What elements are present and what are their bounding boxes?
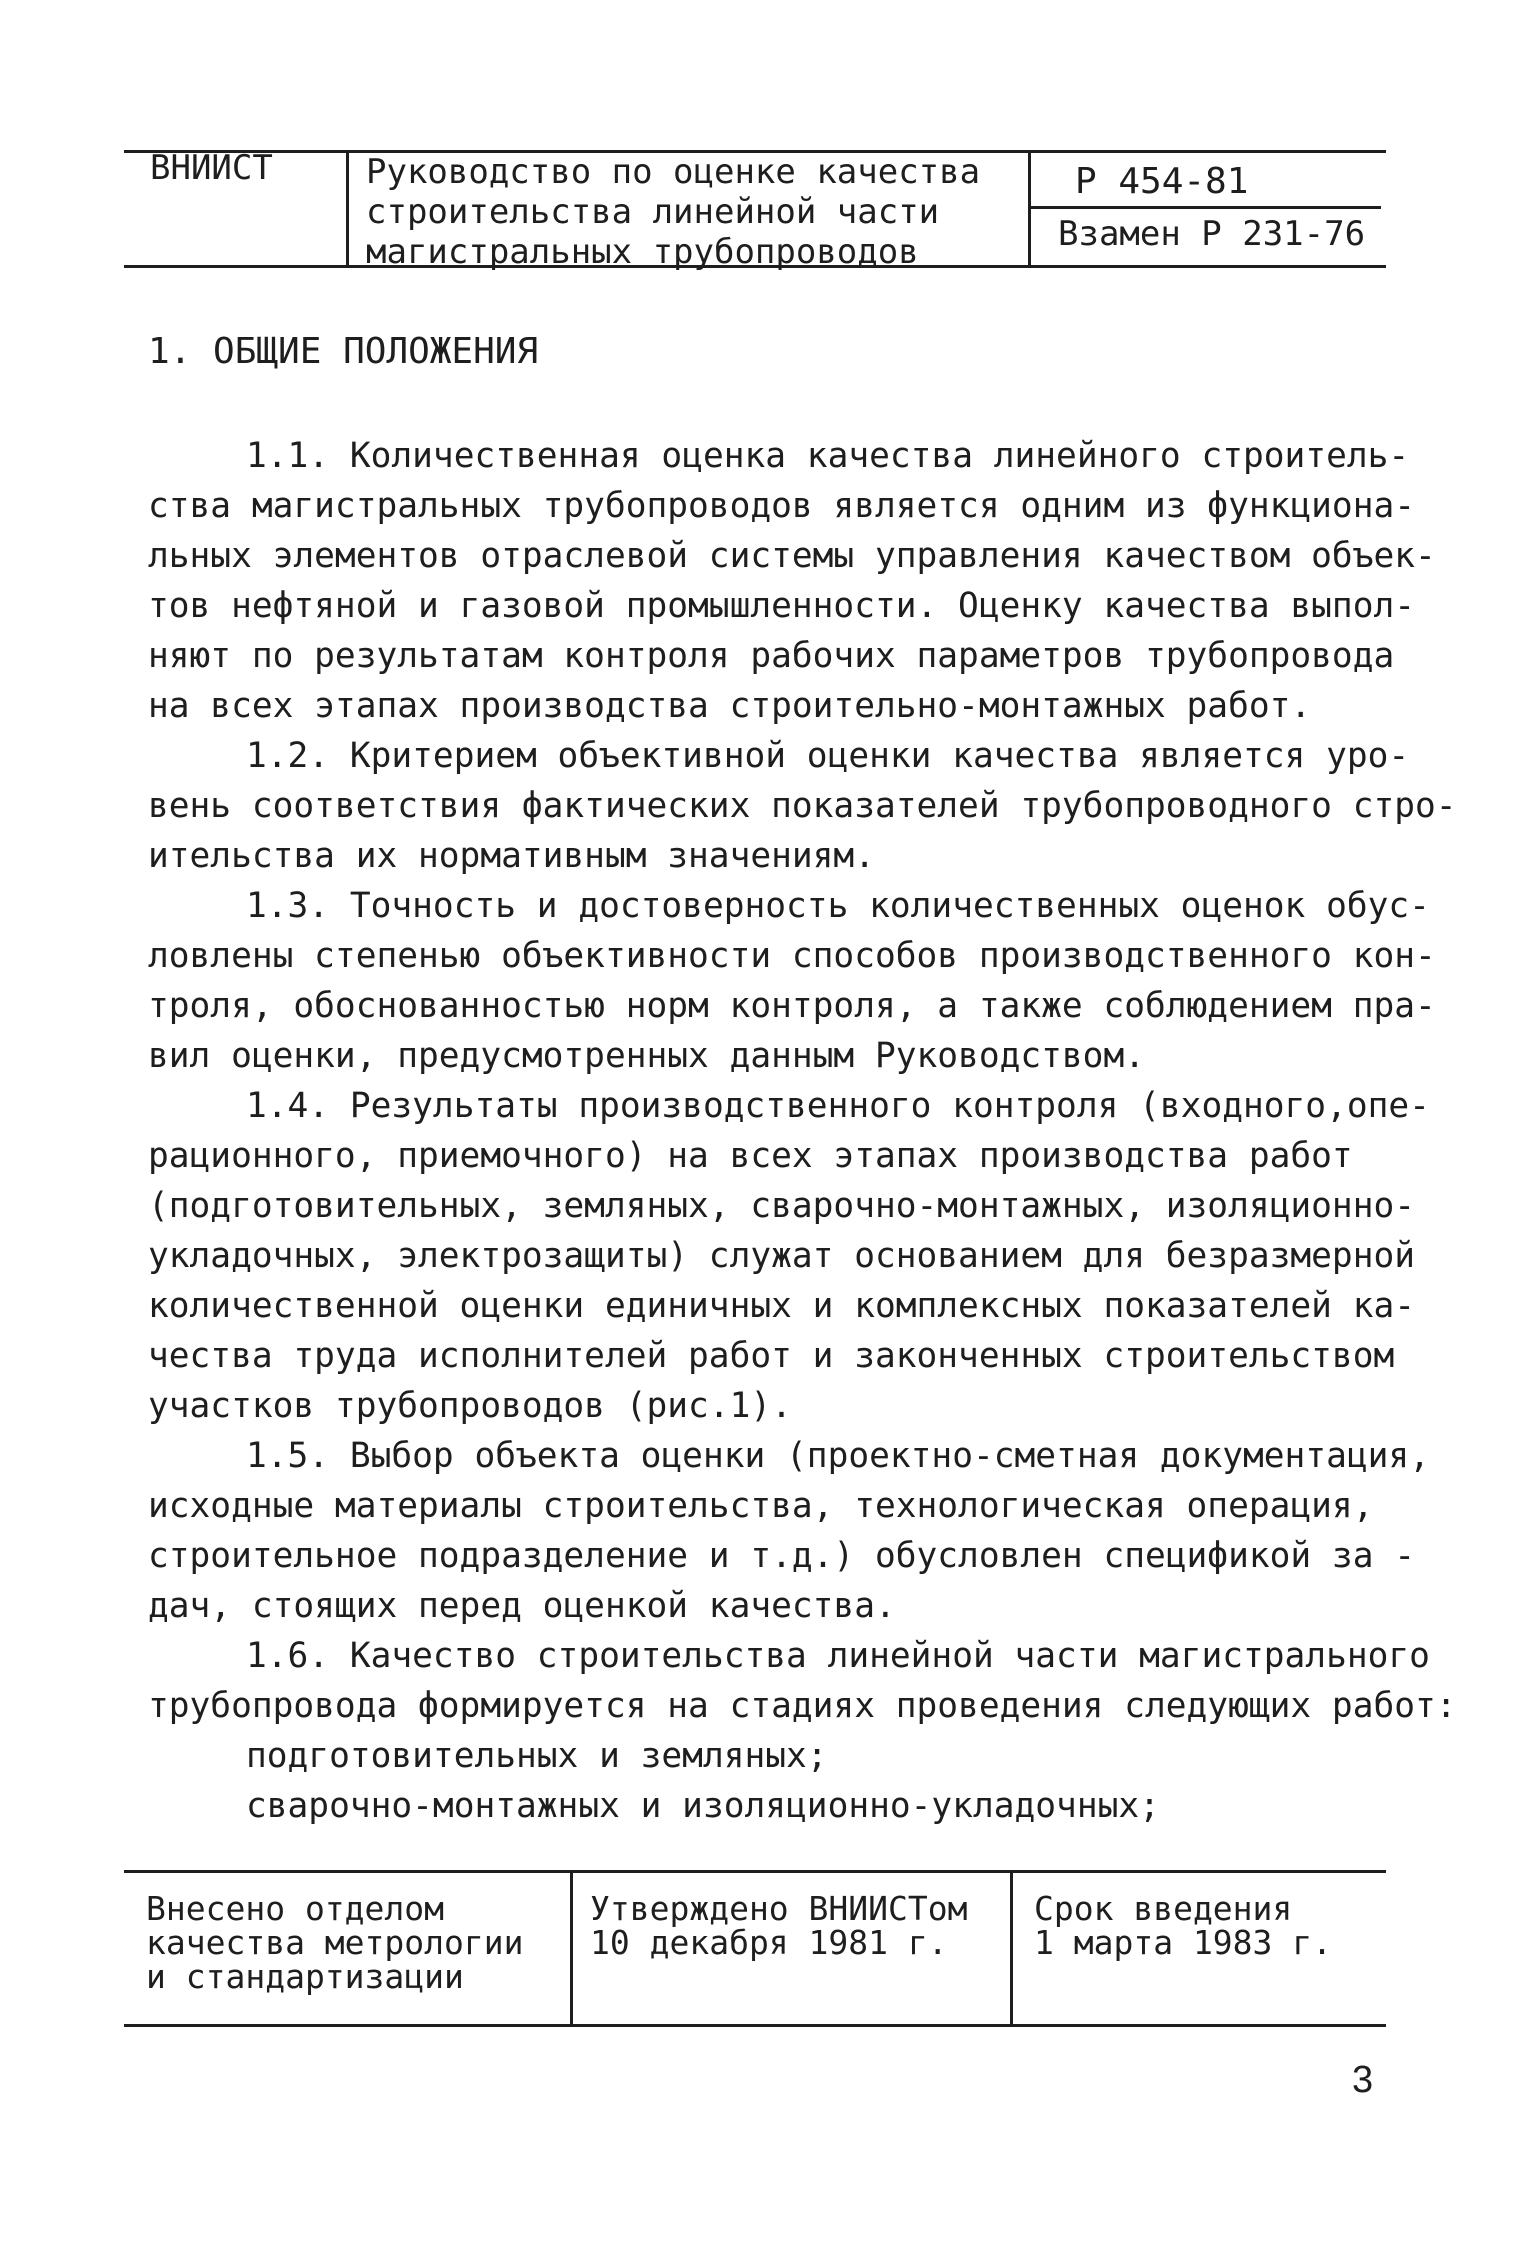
paragraph-line: няют по результатам контроля рабочих параметров трубопровода: [148, 636, 1395, 676]
effective-date: [1034, 1889, 1333, 1962]
approved-by-line: Утверждено ВНИИСТом: [590, 1889, 968, 1928]
paragraph-line: льных элементов отраслевой системы управления качеством объек-: [148, 536, 1436, 576]
section-heading: 1. ОБЩИЕ ПОЛОЖЕНИЯ: [148, 331, 539, 372]
organization-name: ВНИИСТ: [150, 148, 273, 188]
approval-table-divider: [570, 1870, 573, 2027]
submitted-by-line: качества метрологии: [146, 1923, 524, 1962]
paragraph-line: ительства их нормативным значениям.: [148, 836, 875, 876]
paragraph-line: (подготовительных, земляных, сварочно-монтажных, изоляционно-: [148, 1186, 1416, 1226]
submitted-by-line: и стандартизации: [146, 1957, 464, 1996]
approval-table-top-rule: [124, 1870, 1386, 1873]
paragraph-line: участков трубопроводов (рис.1).: [148, 1386, 792, 1426]
document-title-line: Руководство по оценке качества: [366, 152, 981, 192]
paragraph-line: 1.5. Выбор объекта оценки (проектно-сметная документация,: [246, 1436, 1430, 1476]
paragraph-line: ловлены степенью объективности способов производственного кон-: [148, 936, 1436, 976]
paragraph-line: количественной оценки единичных и комплексных показателей ка-: [148, 1286, 1416, 1326]
paragraph-line: тов нефтяной и газовой промышленности. Оценку качества выпол-: [148, 586, 1416, 626]
paragraph-line: вил оценки, предусмотренных данным Руководством.: [148, 1036, 1145, 1076]
paragraph-line: трубопровода формируется на стадиях проведения следующих работ:: [148, 1686, 1457, 1726]
approval-table-bottom-rule: [124, 2024, 1386, 2027]
document-title-line: строительства линейной части: [366, 192, 940, 232]
paragraph-line: троля, обоснованностью норм контроля, а также соблюдением пра-: [148, 986, 1436, 1026]
effective-date-line: 1 марта 1983 г.: [1034, 1923, 1333, 1962]
document-code: Р 454-81: [1075, 161, 1249, 202]
paragraph-line: на всех этапах производства строительно-монтажных работ.: [148, 686, 1312, 726]
replaces-document: Взамен Р 231-76: [1058, 214, 1366, 254]
submitted-by-line: Внесено отделом: [146, 1889, 445, 1928]
document-title-line: магистральных трубопроводов: [366, 232, 919, 272]
paragraph-line: чества труда исполнителей работ и законченных строительством: [148, 1336, 1395, 1376]
paragraph-line: исходные материалы строительства, технологическая операция,: [148, 1486, 1374, 1526]
approved-by: [590, 1889, 968, 1962]
paragraph-line: 1.1. Количественная оценка качества линейного строитель-: [246, 436, 1410, 476]
paragraph-line: сварочно-монтажных и изоляционно-укладочных;: [246, 1786, 1160, 1826]
paragraph-line: 1.3. Точность и достоверность количественных оценок обус-: [246, 886, 1430, 926]
paragraph-line: 1.6. Качество строительства линейной части магистрального: [246, 1636, 1430, 1676]
document-title: [366, 152, 1026, 272]
header-divider-left: [346, 150, 349, 265]
paragraph-line: 1.4. Результаты производственного контроля (входного,опе-: [246, 1086, 1430, 1126]
paragraph-line: вень соответствия фактических показателей трубопроводного стро-: [148, 786, 1457, 826]
paragraph-line: подготовительных и земляных;: [246, 1736, 828, 1776]
paragraph-line: строительное подразделение и т.д.) обусловлен спецификой за -: [148, 1536, 1416, 1576]
effective-date-line: Срок введения: [1034, 1889, 1293, 1928]
header-code-rule: [1031, 206, 1381, 209]
paragraph-line: 1.2. Критерием объективной оценки качества является уро-: [246, 736, 1410, 776]
page-number: 3: [1352, 2059, 1374, 2101]
submitted-by: [146, 1889, 524, 1996]
paragraph-line: рационного, приемочного) на всех этапах производства работ: [148, 1136, 1353, 1176]
approval-table-divider: [1010, 1870, 1013, 2024]
paragraph-line: ства магистральных трубопроводов является одним из функциона-: [148, 486, 1416, 526]
approved-by-line: 10 декабря 1981 г.: [590, 1923, 948, 1962]
paragraph-line: укладочных, электрозащиты) служат основанием для безразмерной: [148, 1236, 1416, 1276]
paragraph-line: дач, стоящих перед оценкой качества.: [148, 1586, 896, 1626]
